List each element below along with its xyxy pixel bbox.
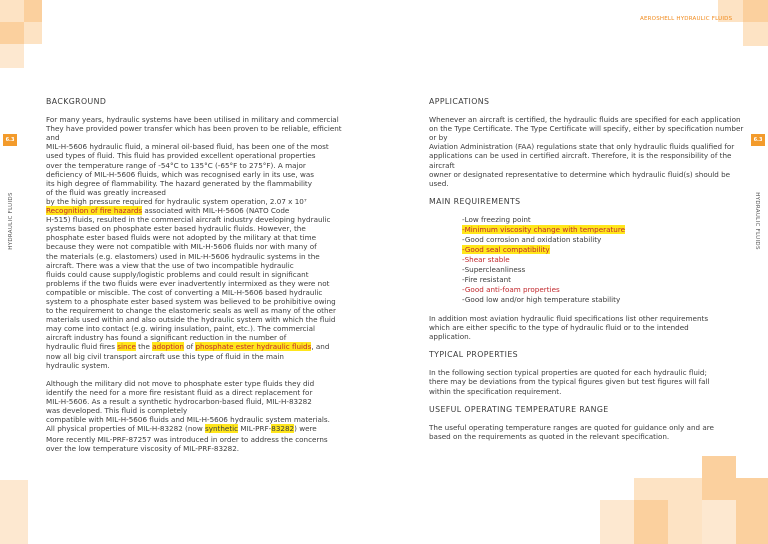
text-line: by the high pressure required for hydraulic system operation, 2.07 x 10⁷ [46, 196, 307, 206]
text-line: deficiency of MIL-H-5606 fluids, which was recognised early in its use, was [46, 169, 315, 179]
text-line: For many years, hydraulic systems have been utilised in military and commercial [46, 115, 339, 125]
text-span: of [183, 342, 196, 352]
background-paragraph-3 [46, 435, 346, 453]
background-heading: BACKGROUND [46, 97, 107, 106]
highlight-phosphate-ester: phosphate ester hydraulic fluids [195, 342, 312, 352]
text-span: MIL-PRF- [238, 424, 272, 434]
requirement-text: -Supercleanliness [462, 264, 526, 274]
list-item [462, 265, 749, 275]
text-line: materials used within and also outside the hydraulic system with which the fluid [46, 315, 336, 325]
requirement-text: -Good seal compatibility [462, 244, 550, 254]
header-title: AEROSHELL HYDRAULIC FLUIDS [640, 16, 733, 22]
requirements-paragraph [429, 314, 749, 341]
list-item [462, 245, 749, 255]
temperature-range-heading: USEFUL OPERATING TEMPERATURE RANGE [429, 404, 609, 414]
requirement-text: -Good low and/or high temperature stability [462, 294, 621, 304]
text-line: used. [429, 178, 449, 188]
text-line: compatible with MIL-H-5606 fluids and MIL-H-5606 hydraulic system materials. [46, 415, 330, 425]
requirement-text: -Minimum viscosity change with temperature [462, 224, 626, 234]
text-line: fluids could cause supply/logistic problems and could result in significant [46, 269, 309, 279]
text-line: H-515) fluids, resulted in the commercial aircraft industry developing hydraulic [46, 215, 331, 225]
requirement-text: -Fire resistant [462, 274, 512, 284]
requirement-text: -Shear stable [462, 254, 510, 264]
text-line: MIL-H-5606. As a result a synthetic hydrocarbon-based fluid, MIL-H-83282 [46, 396, 312, 406]
text-line: In addition most aviation hydraulic fluid specifications list other requirements [429, 313, 709, 323]
text-line: based on the requirements as quoted in the relevant specification. [429, 431, 670, 441]
list-item [462, 255, 749, 265]
text-span: hydraulic fluid fires [46, 342, 118, 352]
text-line: Whenever an aircraft is certified, the hydraulic fluids are specified for each application [429, 115, 741, 125]
text-line: used types of fluid. This fluid has provided excellent operational properties [46, 151, 316, 161]
main-requirements-heading: MAIN REQUIREMENTS [429, 196, 521, 206]
page-number-badge-right: 6.3 [751, 134, 765, 146]
right-column [429, 97, 749, 441]
text-line: compatible or miscible. The cost of converting a MIL-H-5606 based hydraulic [46, 287, 323, 297]
background-paragraph-2 [46, 379, 346, 434]
text-line: aircraft industry has found a significant reduction in the number of [46, 333, 287, 343]
applications-paragraph [429, 115, 749, 188]
text-line: over the temperature range of -54°C to 135°C (-65°F to 275°F). A major [46, 160, 306, 170]
text-line: More recently MIL-PRF-87257 was introduced in order to address the concerns [46, 435, 328, 445]
requirements-list [462, 215, 749, 305]
typical-properties-paragraph [429, 368, 749, 395]
text-line: of the fluid was greatly increased [46, 187, 166, 197]
background-paragraph-1 [46, 115, 346, 370]
text-line: phosphate ester based fluids were not adopted by the military at that time [46, 233, 316, 243]
text-line: Aviation Administration (FAA) regulations state that only hydraulic fluids qualified for [429, 142, 735, 152]
text-line: Although the military did not move to phosphate ester type fluids they did [46, 378, 315, 388]
highlight-fire-hazards: Recognition of fire hazards [46, 206, 143, 216]
text-line: The useful operating temperature ranges are quoted for guidance only and are [429, 422, 714, 432]
text-line: now all big civil transport aircraft use this type of fluid in the main [46, 351, 284, 361]
list-item [462, 215, 749, 225]
text-line: MIL-H-5606 hydraulic fluid, a mineral oil-based fluid, has been one of the most [46, 142, 329, 152]
text-line: to the requirement to change the elastomeric seals as well as many of the other [46, 306, 336, 316]
list-item [462, 285, 749, 295]
temperature-range-paragraph [429, 423, 749, 441]
typical-properties-heading: TYPICAL PROPERTIES [429, 350, 518, 360]
requirement-text: -Good corrosion and oxidation stability [462, 234, 602, 244]
text-line: the materials (e.g. elastomers) used in MIL-H-5606 hydraulic systems in the [46, 251, 320, 261]
highlight-since: since [117, 342, 136, 352]
highlight-adoption: adoption [152, 342, 184, 352]
text-line: identify the need for a more fire resistant fluid as a direct replacement for [46, 387, 313, 397]
list-item [462, 295, 749, 305]
text-line [46, 342, 346, 351]
text-span: associated with MIL-H-5606 (NATO Code [142, 206, 290, 216]
text-line: there may be deviations from the typical figures given but test figures will fall [429, 377, 710, 387]
text-span: ) were [294, 424, 317, 434]
text-line: applications can be used in certified aircraft. Therefore, it is the responsibility of the aircraft [429, 151, 732, 170]
text-line: over the low temperature viscosity of MIL-PRF-83282. [46, 444, 240, 454]
list-item [462, 275, 749, 285]
page-number-badge-left: 6.3 [3, 134, 17, 146]
text-line: problems if the two fluids were ever inadvertently intermixed as they were not [46, 278, 330, 288]
side-label-right: HYDRAULIC FLUIDS [753, 192, 760, 250]
text-line: on the Type Certificate. The Type Certificate will specify, either by specification number or by [429, 124, 744, 143]
text-line: its high degree of flammability. The hazard generated by the flammability [46, 178, 313, 188]
highlight-83282: 83282 [271, 424, 295, 434]
text-line: aircraft. There was a view that the use of two incompatible hydraulic [46, 260, 294, 270]
applications-heading: APPLICATIONS [429, 97, 490, 106]
text-line [46, 206, 346, 215]
text-line: hydraulic system. [46, 360, 110, 370]
text-line: owner or designated representative to determine which hydraulic fluid(s) should be [429, 169, 731, 179]
requirement-text: -Good anti-foam properties [462, 284, 560, 294]
list-item [462, 225, 749, 235]
text-line: within the specification requirement. [429, 386, 562, 396]
text-line: system to a phosphate ester based system was believed to be prohibitive owing [46, 296, 336, 306]
highlight-synthetic: synthetic [204, 424, 239, 434]
text-line: systems based on phosphate ester based hydraulic fluids. However, the [46, 224, 306, 234]
text-line [46, 424, 346, 433]
text-line: application. [429, 332, 471, 342]
text-line: They have provided power transfer which has been proven to be reliable, efficient and [46, 124, 342, 143]
text-line: may come into contact (e.g. wiring insulation, paint, etc.). The commercial [46, 324, 316, 334]
text-line: was developed. This fluid is completely [46, 406, 188, 415]
requirement-text: -Low freezing point [462, 214, 531, 224]
text-line: which are either specific to the type of hydraulic fluid or to the intended [429, 323, 689, 333]
text-span: , and [311, 342, 330, 352]
left-column [46, 97, 346, 453]
text-line: because they were not compatible with MIL-H-5606 fluids nor with many of [46, 242, 317, 252]
text-line: In the following section typical properties are quoted for each hydraulic fluid; [429, 368, 707, 378]
side-label-left: HYDRAULIC FLUIDS [7, 192, 14, 250]
text-span: the [135, 342, 153, 352]
text-span: All physical properties of MIL-H-83282 (now [46, 424, 205, 434]
list-item [462, 235, 749, 245]
